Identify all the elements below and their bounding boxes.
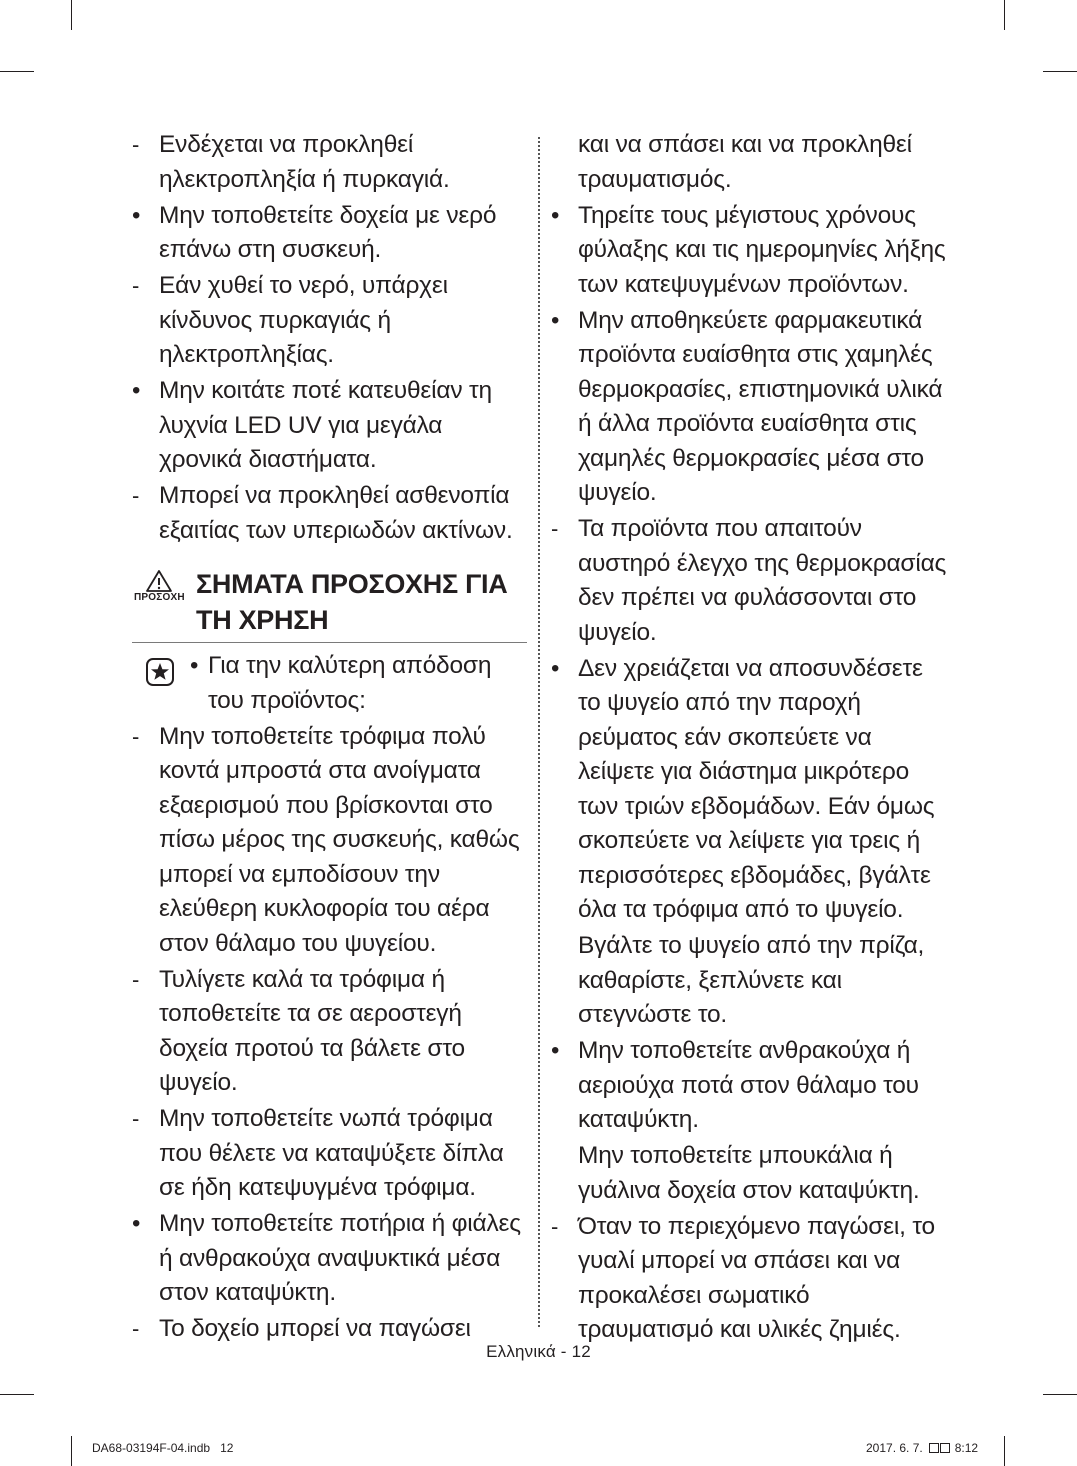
item-text: Το δοχείο μπορεί να παγώσει <box>159 1315 471 1342</box>
item-text: Όταν το περιεχόμενο παγώσει, το γυαλί μπορεί να σπάσει και να προκαλέσει σωματικό τραυματισμό και υλικές ζημιές. <box>578 1212 935 1343</box>
dash-marker: - <box>132 723 140 749</box>
item-text: Μην κοιτάτε ποτέ κατευθείαν τη λυχνία LED UV για μεγάλα χρονικά διαστήματα. <box>159 377 492 473</box>
item-text: Ενδέχεται να προκληθεί ηλεκτροπληξία ή πυρκαγιά. <box>159 131 450 193</box>
crop-mark <box>0 71 34 72</box>
bullet-marker: • <box>551 306 560 334</box>
item-text: Μην αποθηκεύετε φαρμακευτικά προϊόντα ευαίσθητα στις χαμηλές θερμοκρασίες, επιστημονικά υλικά ή άλλα προϊόντα ευαίσθητα στις χαμηλές θερμοκρασίες μέσα στο ψυγείο. <box>578 306 943 506</box>
item-text: Μπορεί να προκληθεί ασθενοπία εξαιτίας των υπεριωδών ακτίνων. <box>159 482 513 544</box>
dash-marker: - <box>551 1213 559 1239</box>
crop-mark <box>1004 0 1005 30</box>
crop-mark <box>1004 1436 1005 1466</box>
print-date-text: 2017. 6. 7. <box>866 1441 923 1455</box>
dash-marker: - <box>132 132 140 157</box>
item-text: Δεν χρειάζεται να αποσυνδέσετε το ψυγείο από την παροχή ρεύματος εάν σκοπεύετε να λείψετε για διάστημα μικρότερο των τριών εβδομάδων. Εάν όμως σκοπεύετε να λείψετε για τρεις ή περισσότερες εβδομάδες, βγάλτε όλα τα τρόφιμα από το ψυγείο. <box>578 654 935 923</box>
column-divider <box>538 137 540 1327</box>
paragraph-text: Βγάλτε το ψυγείο από την πρίζα, καθαρίστε, ξεπλύνετε και στεγνώστε το. <box>578 932 925 1028</box>
bullet-marker: • <box>551 201 560 229</box>
tip-text: Για την καλύτερη απόδοση του προϊόντος: <box>208 652 492 714</box>
list-item <box>132 720 527 962</box>
list-item <box>551 199 951 303</box>
crop-mark <box>1043 1394 1077 1395</box>
crop-mark <box>1043 71 1077 72</box>
box-glyph-icon <box>940 1443 950 1453</box>
bullet-marker: • <box>551 654 560 682</box>
item-text: Τυλίγετε καλά τα τρόφιμα ή τοποθετείτε τα σε αεροστεγή δοχεία προτού τα βάλετε στο ψυγείο. <box>159 965 465 1096</box>
crop-mark <box>71 0 72 30</box>
page-number: Ελληνικά - 12 <box>486 1342 591 1361</box>
star-icon <box>145 657 175 687</box>
bullet-marker: • <box>132 377 141 404</box>
left-column <box>132 128 527 1348</box>
dash-marker: - <box>132 483 140 508</box>
crop-mark <box>0 1394 34 1395</box>
item-text: Τηρείτε τους μέγιστους χρόνους φύλαξης και τις ημερομηνίες λήξης των κατεψυγμένων προϊόντων. <box>578 201 946 298</box>
list-item <box>132 269 527 373</box>
caution-label: ΠΡΟΣΟΧΗ <box>134 592 185 603</box>
dash-marker: - <box>132 1106 140 1131</box>
item-text: Μην τοποθετείτε ποτήρια ή φιάλες ή ανθρακούχα αναψυκτικά μέσα στον καταψύκτη. <box>159 1210 521 1306</box>
dash-marker: - <box>132 1316 140 1341</box>
item-text: Μην τοποθετείτε τρόφιμα πολύ κοντά μπροστά στα ανοίγματα εξαερισμού που βρίσκονται στο πίσω μέρος της συσκευής, καθώς μπορεί να εμποδίσουν την ελεύθερη κυκλοφορία του αέρα στον θάλαμο του ψυγείου. <box>159 722 520 957</box>
item-text: Εάν χυθεί το νερό, υπάρχει κίνδυνος πυρκαγιάς ή ηλεκτροπληξίας. <box>159 272 448 368</box>
crop-mark <box>71 1436 72 1466</box>
list-item <box>132 128 527 197</box>
right-column <box>551 128 951 1349</box>
print-time-text: 8:12 <box>954 1441 979 1455</box>
print-file-info <box>92 1441 233 1455</box>
item-text: Μην τοποθετείτε νωπά τρόφιμα που θέλετε να καταψύξετε δίπλα σε ήδη κατεψυγμένα τρόφιμα. <box>159 1105 504 1201</box>
section-title: ΣΗΜΑΤΑ ΠΡΟΣΟΧΗΣ ΓΙΑ ΤΗ ΧΡΗΣΗ <box>196 569 508 635</box>
bullet-marker: • <box>190 652 199 679</box>
list-item <box>132 374 527 478</box>
tip-item <box>132 649 527 718</box>
list-item <box>551 1210 951 1348</box>
bullet-marker: • <box>551 1037 560 1064</box>
bullet-marker: • <box>132 201 141 229</box>
continuation-text: και να σπάσει και να προκληθεί τραυματισμός. <box>578 131 912 193</box>
list-item <box>551 1034 951 1138</box>
item-text: Τα προϊόντα που απαιτούν αυστηρό έλεγχο της θερμοκρασίας δεν πρέπει να φυλάσσονται στο ψυγείο. <box>578 515 947 646</box>
box-glyph-icon <box>929 1443 939 1453</box>
list-item <box>132 963 527 1101</box>
dash-marker: - <box>132 273 140 298</box>
paragraph-text: Μην τοποθετείτε μπουκάλια ή γυάλινα δοχεία στον καταψύκτη. <box>578 1142 920 1204</box>
print-date-info <box>866 1441 978 1455</box>
bullet-marker: • <box>132 1210 141 1237</box>
dash-marker: - <box>132 966 140 992</box>
list-item <box>551 304 951 511</box>
list-item <box>132 479 527 548</box>
section-heading <box>132 566 527 643</box>
list-item <box>551 512 951 650</box>
list-item <box>132 1102 527 1206</box>
dash-marker: - <box>551 516 559 541</box>
print-file-text: DA68-03194F-04.indb 12 <box>92 1441 234 1455</box>
list-item <box>132 199 527 268</box>
item-text: Μην τοποθετείτε δοχεία με νερό επάνω στη συσκευή. <box>159 201 497 263</box>
item-text: Μην τοποθετείτε ανθρακούχα ή αεριούχα ποτά στον θάλαμο του καταψύκτη. <box>578 1037 919 1133</box>
list-item <box>132 1207 527 1311</box>
list-item <box>551 652 951 928</box>
